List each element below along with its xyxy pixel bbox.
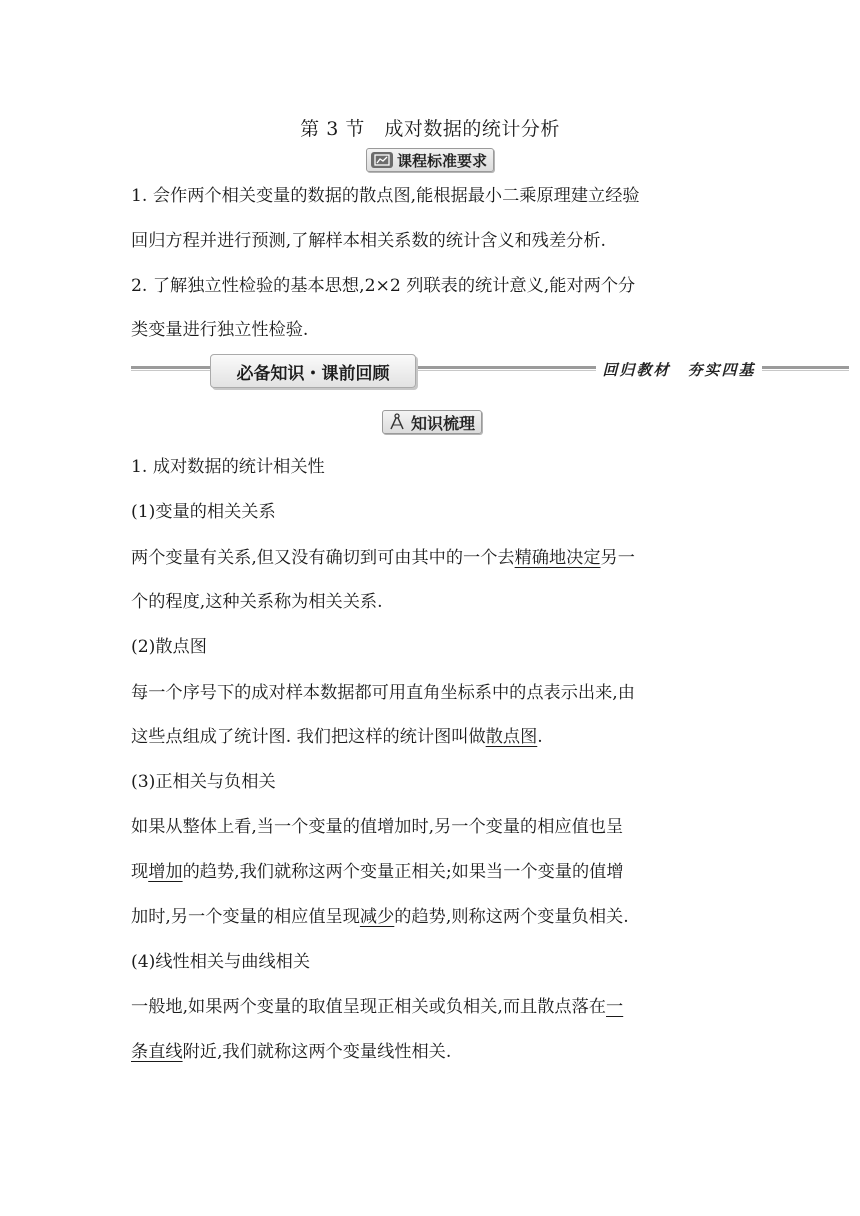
paragraph-line: 个的程度,这种关系称为相关关系. bbox=[131, 592, 383, 612]
text-span: 的趋势,我们就称这两个变量正相关;如果当一个变量的值增 bbox=[182, 862, 624, 882]
standards-item-2-line-2: 类变量进行独立性检验. bbox=[131, 320, 309, 340]
underlined-term: 精确地决定 bbox=[514, 548, 601, 568]
standards-item-1-line-1: 1. 会作两个相关变量的数据的散点图,能根据最小二乘原理建立经验 bbox=[131, 186, 640, 206]
paragraph-line bbox=[131, 725, 543, 749]
standards-item-1-line-2: 回归方程并进行预测,了解样本相关系数的统计含义和残差分析. bbox=[131, 231, 606, 251]
subheading-2: (2)散点图 bbox=[131, 637, 207, 657]
subheading-3: (3)正相关与负相关 bbox=[131, 772, 276, 792]
text-span: 的趋势,则称这两个变量负相关. bbox=[394, 907, 629, 927]
chart-icon bbox=[371, 152, 393, 168]
knowledge-badge-label: 知识梳理 bbox=[411, 413, 476, 433]
section-heading: 必备知识・课前回顾 bbox=[210, 354, 416, 388]
text-span: 两个变量有关系,但又没有确切到可由其中的一个去 bbox=[131, 548, 515, 568]
underlined-term: 减少 bbox=[359, 907, 395, 927]
text-span: 另一 bbox=[600, 548, 635, 568]
knowledge-badge bbox=[382, 410, 482, 435]
standards-badge bbox=[366, 148, 494, 172]
paragraph-line bbox=[131, 546, 635, 570]
underlined-term: 散点图 bbox=[485, 727, 538, 747]
text-span: 现 bbox=[131, 862, 149, 882]
standards-badge-label: 课程标准要求 bbox=[397, 151, 488, 170]
paragraph-line: 每一个序号下的成对样本数据都可用直角坐标系中的点表示出来,由 bbox=[131, 683, 635, 703]
paragraph-line bbox=[131, 1040, 451, 1064]
paragraph-line bbox=[131, 860, 624, 884]
underlined-term: 一 bbox=[606, 997, 624, 1017]
standards-item-2-line-1: 2. 了解独立性检验的基本思想,2×2 列联表的统计意义,能对两个分 bbox=[131, 276, 636, 296]
text-span: . bbox=[537, 727, 543, 747]
text-span: 这些点组成了统计图. 我们把这样的统计图叫做 bbox=[131, 727, 486, 747]
text-span: 加时,另一个变量的相应值呈现 bbox=[131, 907, 360, 927]
underlined-term: 条直线 bbox=[131, 1042, 183, 1062]
compass-icon bbox=[387, 413, 407, 431]
paragraph-line: 如果从整体上看,当一个变量的值增加时,另一个变量的相应值也呈 bbox=[131, 817, 624, 837]
text-span: 一般地,如果两个变量的取值呈现正相关或负相关,而且散点落在 bbox=[131, 997, 606, 1017]
subheading-4: (4)线性相关与曲线相关 bbox=[131, 952, 311, 972]
text-span: 附近,我们就称这两个变量线性相关. bbox=[182, 1042, 452, 1062]
paragraph-line bbox=[131, 905, 629, 929]
paragraph-line bbox=[131, 995, 623, 1019]
section-motto: 回归教材 夯实四基 bbox=[596, 356, 762, 382]
underlined-term: 增加 bbox=[148, 862, 183, 882]
page-title: 第 3 节 成对数据的统计分析 bbox=[300, 118, 560, 140]
heading-1: 1. 成对数据的统计相关性 bbox=[131, 457, 325, 477]
subheading-1: (1)变量的相关关系 bbox=[131, 502, 276, 522]
